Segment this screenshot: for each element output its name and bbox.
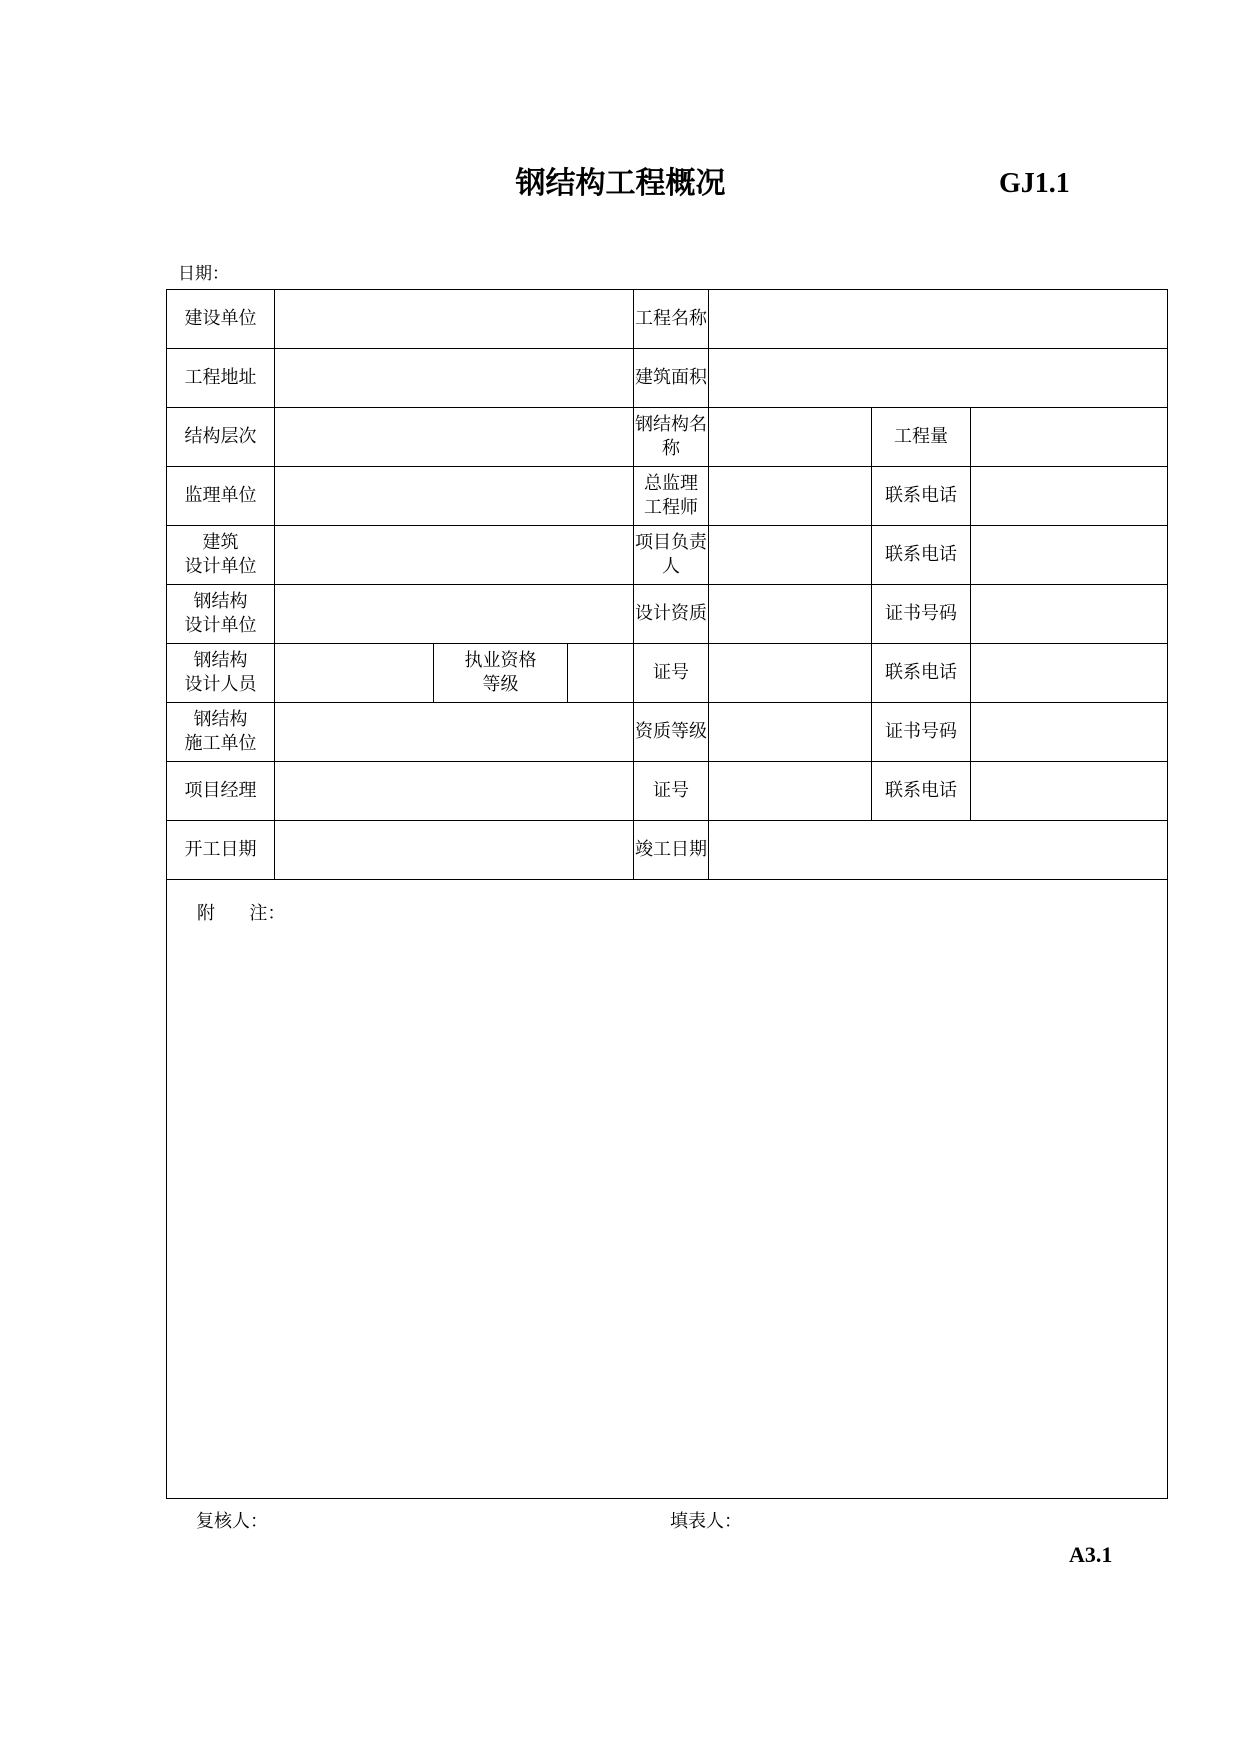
supervision-unit-value[interactable] <box>275 467 634 526</box>
project-address-label: 工程地址 <box>167 349 275 408</box>
arch-design-unit-label <box>167 526 275 585</box>
table-row <box>167 349 1168 408</box>
steel-design-unit-label-line1: 钢结构 <box>193 591 248 612</box>
chief-supervisor-label-line2: 工程师 <box>644 497 699 518</box>
page-title: 钢结构工程概况 <box>515 166 726 201</box>
arch-design-unit-label-line1: 建筑 <box>202 532 239 553</box>
steel-construction-unit-value[interactable] <box>275 703 634 762</box>
design-qualification-label: 设计资质 <box>634 585 709 644</box>
contact-phone-value[interactable] <box>971 467 1168 526</box>
construction-unit-value[interactable] <box>275 290 634 349</box>
table-row <box>167 585 1168 644</box>
contact-phone-value[interactable] <box>971 526 1168 585</box>
chief-supervisor-value[interactable] <box>709 467 872 526</box>
cert-no-label: 证号 <box>634 644 709 703</box>
table-row <box>167 408 1168 467</box>
steel-construction-unit-label <box>167 703 275 762</box>
project-manager-value[interactable] <box>275 762 634 821</box>
steel-design-unit-label <box>167 585 275 644</box>
certificate-number-label: 证书号码 <box>872 703 971 762</box>
date-label: 日期： <box>178 264 229 284</box>
table-row <box>167 290 1168 349</box>
form-code: GJ1.1 <box>999 168 1070 199</box>
completion-date-label: 竣工日期 <box>634 821 709 880</box>
project-name-label: 工程名称 <box>634 290 709 349</box>
notes-label: 附 注： <box>197 903 286 924</box>
table-row <box>167 821 1168 880</box>
page-code: A3.1 <box>1069 1542 1113 1567</box>
construction-unit-label: 建设单位 <box>167 290 275 349</box>
steel-construction-unit-label-line1: 钢结构 <box>193 709 248 730</box>
design-qualification-value[interactable] <box>709 585 872 644</box>
project-address-value[interactable] <box>275 349 634 408</box>
steel-designer-value[interactable] <box>275 644 434 703</box>
practice-grade-label-line2: 等级 <box>482 674 519 695</box>
certificate-number-value[interactable] <box>971 585 1168 644</box>
notes-area[interactable] <box>167 880 1168 1499</box>
project-overview-table <box>166 289 1168 1499</box>
steel-construction-unit-label-line2: 施工单位 <box>184 733 257 754</box>
arch-design-unit-label-line2: 设计单位 <box>184 556 257 577</box>
project-leader-label: 项目负责人 <box>634 526 709 585</box>
steel-design-unit-value[interactable] <box>275 585 634 644</box>
table-row <box>167 703 1168 762</box>
steel-designer-label-line2: 设计人员 <box>184 674 257 695</box>
practice-grade-label-line1: 执业资格 <box>464 650 537 671</box>
start-date-value[interactable] <box>275 821 634 880</box>
contact-phone-value[interactable] <box>971 644 1168 703</box>
building-area-label: 建筑面积 <box>634 349 709 408</box>
contact-phone-value[interactable] <box>971 762 1168 821</box>
work-quantity-label: 工程量 <box>872 408 971 467</box>
contact-phone-label: 联系电话 <box>872 467 971 526</box>
completion-date-value[interactable] <box>709 821 1168 880</box>
supervision-unit-label: 监理单位 <box>167 467 275 526</box>
qualification-grade-label: 资质等级 <box>634 703 709 762</box>
contact-phone-label: 联系电话 <box>872 644 971 703</box>
structure-levels-value[interactable] <box>275 408 634 467</box>
steel-structure-name-label: 钢结构名称 <box>634 408 709 467</box>
contact-phone-label: 联系电话 <box>872 526 971 585</box>
steel-designer-label <box>167 644 275 703</box>
table-row <box>167 762 1168 821</box>
steel-design-unit-label-line2: 设计单位 <box>184 615 257 636</box>
practice-grade-label <box>434 644 568 703</box>
reviewer-label: 复核人： <box>196 1511 268 1532</box>
qualification-grade-value[interactable] <box>709 703 872 762</box>
project-name-value[interactable] <box>709 290 1168 349</box>
work-quantity-value[interactable] <box>971 408 1168 467</box>
structure-levels-label: 结构层次 <box>167 408 275 467</box>
table-row <box>167 880 1168 1499</box>
manager-cert-no-value[interactable] <box>709 762 872 821</box>
building-area-value[interactable] <box>709 349 1168 408</box>
arch-design-unit-value[interactable] <box>275 526 634 585</box>
contact-phone-label: 联系电话 <box>872 762 971 821</box>
manager-cert-no-label: 证号 <box>634 762 709 821</box>
steel-designer-label-line1: 钢结构 <box>193 650 248 671</box>
cert-no-value[interactable] <box>709 644 872 703</box>
steel-structure-name-value[interactable] <box>709 408 872 467</box>
practice-grade-value[interactable] <box>568 644 634 703</box>
filler-label: 填表人： <box>670 1511 742 1532</box>
start-date-label: 开工日期 <box>167 821 275 880</box>
project-manager-label: 项目经理 <box>167 762 275 821</box>
table-row <box>167 644 1168 703</box>
table-row <box>167 467 1168 526</box>
project-leader-value[interactable] <box>709 526 872 585</box>
table-row <box>167 526 1168 585</box>
chief-supervisor-label-line1: 总监理 <box>644 473 699 494</box>
chief-supervisor-label <box>634 467 709 526</box>
certificate-number-label: 证书号码 <box>872 585 971 644</box>
certificate-number-value[interactable] <box>971 703 1168 762</box>
